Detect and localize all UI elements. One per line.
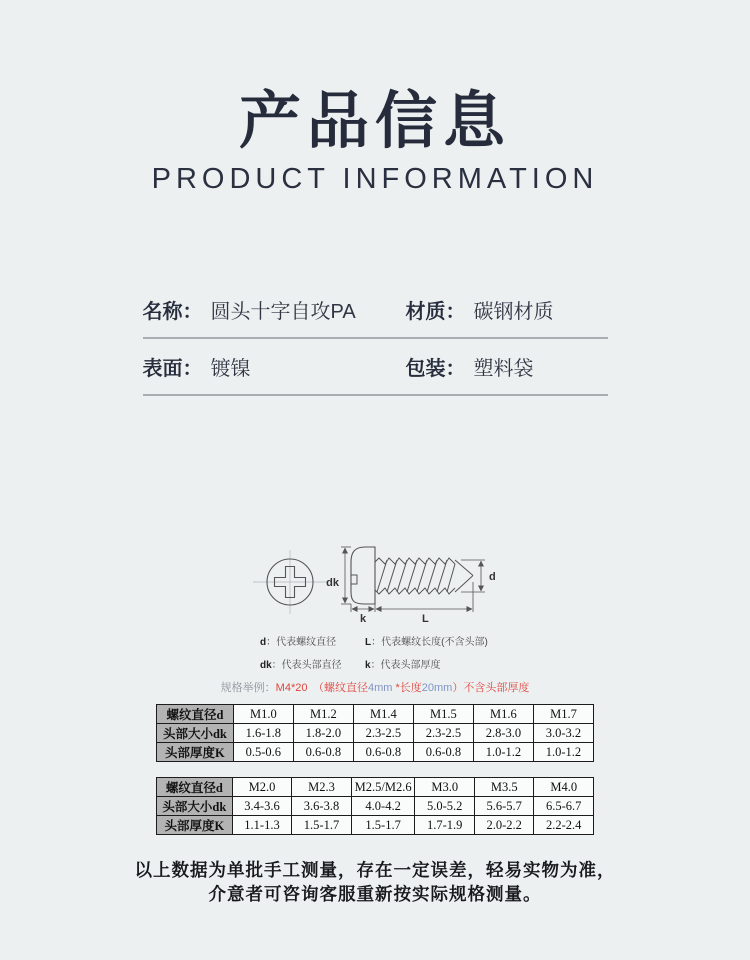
spec-cell: 3.6-3.8	[292, 797, 352, 816]
head-slot-notch	[351, 575, 357, 584]
spec-table-large-sizes	[156, 777, 594, 835]
spec-cell: 2.3-2.5	[353, 724, 413, 743]
attribute-label: 名称：	[142, 301, 203, 324]
spec-example-mid: *长度	[392, 682, 422, 695]
page-title: 产品信息	[238, 87, 511, 156]
legend-item-d	[260, 633, 365, 648]
legend-term: L	[365, 637, 372, 649]
spec-cell: 1.5-1.7	[292, 816, 352, 835]
spec-cell: 2.0-2.2	[474, 816, 534, 835]
spec-table-row	[157, 743, 594, 762]
dimension-legend	[260, 633, 490, 671]
attribute-value: 碳钢材质	[473, 301, 554, 324]
legend-term: dk	[260, 660, 272, 672]
spec-cell: 6.5-6.7	[534, 797, 594, 816]
crosshair-lines	[253, 550, 327, 614]
spec-example-open: （螺纹直径	[318, 682, 368, 695]
spec-cell: 1.6-1.8	[233, 724, 293, 743]
spec-row-header: 螺纹直径d	[157, 705, 234, 724]
legend-item-dk	[260, 656, 365, 671]
disclaimer-line-1: 以上数据为单批手工测量，存在一定误差，轻易实物为准，	[134, 860, 616, 881]
spec-cell: 5.0-5.2	[415, 797, 475, 816]
spec-cell: M3.0	[415, 778, 475, 797]
spec-example-close: ）不含头部厚度	[452, 682, 530, 695]
product-attributes	[143, 282, 608, 396]
spec-example-label: 规格举例：	[220, 682, 276, 695]
spec-table-row	[157, 778, 594, 797]
legend-item-L	[365, 633, 488, 648]
spec-cell: M1.2	[293, 705, 353, 724]
attribute-value: 塑料袋	[473, 358, 534, 381]
spec-row-header: 螺纹直径d	[157, 778, 233, 797]
spec-cell: M2.5/M2.6	[351, 778, 415, 797]
legend-desc: ：代表头部厚度	[370, 660, 441, 672]
d-label: d	[489, 571, 496, 584]
attribute-label: 包装：	[405, 358, 466, 381]
spec-cell: 3.0-3.2	[533, 724, 593, 743]
spec-cell: M1.7	[533, 705, 593, 724]
spec-row-header: 头部大小dk	[157, 724, 234, 743]
spec-cell: M2.0	[232, 778, 292, 797]
spec-cell: 1.0-1.2	[473, 743, 533, 762]
spec-cell: M3.5	[474, 778, 534, 797]
attribute-label: 表面：	[142, 358, 203, 381]
spec-cell: 1.7-1.9	[415, 816, 475, 835]
screw-threads	[375, 558, 473, 594]
k-L-dimensions	[351, 582, 473, 612]
attribute-value: 圆头十字自攻PA	[210, 301, 356, 324]
spec-table-row	[157, 797, 594, 816]
spec-cell: 2.3-2.5	[413, 724, 473, 743]
spec-row-header: 头部大小dk	[157, 797, 233, 816]
attribute-packaging	[406, 352, 608, 381]
spec-example-num2: 20mm	[421, 682, 453, 695]
spec-table-small-sizes	[156, 704, 594, 762]
legend-desc: ：代表螺纹长度(不含头部)	[371, 637, 488, 649]
k-label: k	[360, 613, 367, 625]
disclaimer-line-2: 介意者可咨询客服重新按实际规格测量。	[208, 883, 542, 904]
spec-cell: 2.2-2.4	[534, 816, 594, 835]
screw-technical-drawing	[145, 524, 605, 624]
spec-cell: M4.0	[534, 778, 594, 797]
spec-cell: 1.5-1.7	[351, 816, 415, 835]
spec-row-header: 头部厚度K	[157, 743, 234, 762]
disclaimer-text	[0, 859, 750, 906]
page-subtitle: PRODUCT INFORMATION	[151, 163, 599, 196]
spec-cell: 0.6-0.8	[413, 743, 473, 762]
spec-cell: M1.0	[233, 705, 293, 724]
spec-table-row	[157, 705, 594, 724]
spec-cell: 1.8-2.0	[293, 724, 353, 743]
legend-desc: ：代表螺纹直径	[266, 637, 337, 649]
spec-example-line	[0, 679, 750, 695]
spec-cell: 3.4-3.6	[232, 797, 292, 816]
spec-row-header: 头部厚度K	[157, 816, 233, 835]
spec-cell: M2.3	[292, 778, 352, 797]
attribute-row	[143, 282, 608, 339]
L-label: L	[422, 613, 429, 625]
attribute-name	[143, 295, 406, 324]
spec-cell: 0.5-0.6	[233, 743, 293, 762]
spec-cell: M1.6	[473, 705, 533, 724]
spec-cell: 0.6-0.8	[353, 743, 413, 762]
attribute-surface	[143, 352, 406, 381]
spec-cell: M1.5	[413, 705, 473, 724]
spec-table-row	[157, 816, 594, 835]
legend-item-k	[365, 656, 441, 671]
spec-table-row	[157, 724, 594, 743]
spec-cell: 0.6-0.8	[293, 743, 353, 762]
legend-term: k	[365, 660, 371, 672]
spec-cell: 5.6-5.7	[474, 797, 534, 816]
dk-dimension	[341, 547, 351, 604]
spec-example-model: M4*20	[275, 682, 308, 695]
attribute-material	[406, 295, 608, 324]
spec-cell: M1.4	[353, 705, 413, 724]
dk-label: dk	[326, 577, 339, 590]
legend-row	[260, 656, 490, 671]
attribute-label: 材质：	[405, 301, 466, 324]
spec-example-num1: 4mm	[367, 682, 393, 695]
spec-cell: 2.8-3.0	[473, 724, 533, 743]
spec-cell: 4.0-4.2	[351, 797, 415, 816]
spec-cell: 1.1-1.3	[232, 816, 292, 835]
legend-row	[260, 633, 490, 648]
screw-diagram	[145, 524, 605, 629]
legend-desc: ：代表头部直径	[271, 660, 342, 672]
attribute-row	[143, 339, 608, 396]
legend-term: d	[260, 637, 267, 649]
spec-cell: 1.0-1.2	[533, 743, 593, 762]
attribute-value: 镀镍	[210, 358, 251, 381]
